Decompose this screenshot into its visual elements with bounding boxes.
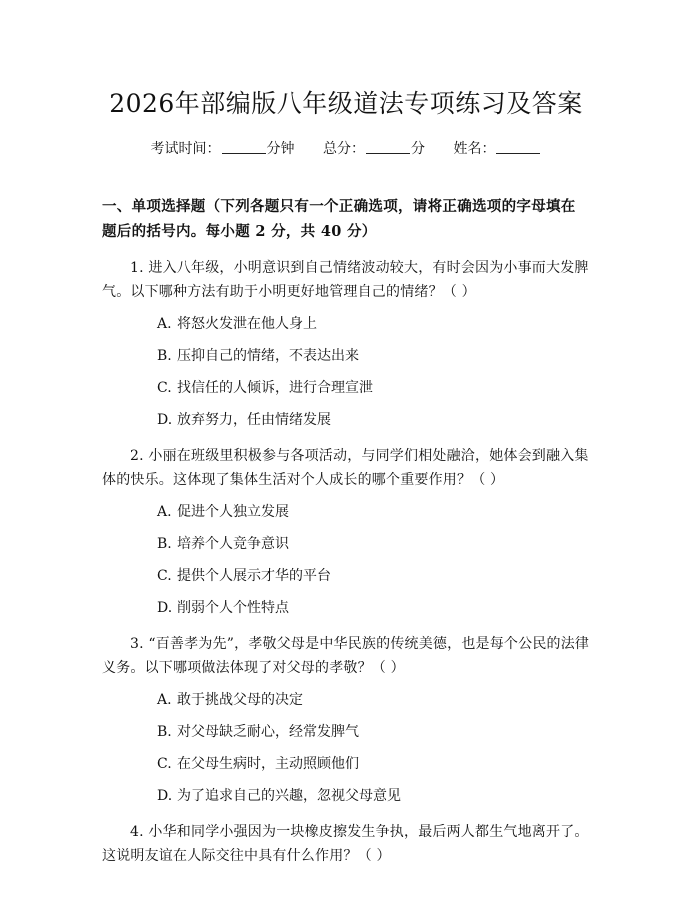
question-2: [102, 444, 590, 620]
option-text: 将怒火发泄在他人身上: [177, 316, 317, 332]
question-3: [102, 632, 590, 808]
option-text: 在父母生病时，主动照顾他们: [177, 756, 359, 772]
option-letter: D.: [157, 788, 173, 804]
option-text: 提供个人展示才华的平台: [177, 568, 331, 584]
option-letter: D.: [157, 600, 173, 616]
option-text: 敢于挑战父母的决定: [177, 692, 303, 708]
option-list: [102, 312, 590, 432]
page-title: 2026年部编版八年级道法专项练习及答案: [109, 89, 583, 118]
score-field: [323, 139, 425, 159]
option-b: [102, 344, 590, 368]
option-list: [102, 688, 590, 808]
option-letter: B.: [157, 724, 172, 740]
question-stem: 1. 进入八年级，小明意识到自己情绪波动较大，有时会因为小事而大发脾气。以下哪种方法有助于小明更好地管理自己的情绪？（ ）: [102, 260, 589, 300]
name-blank: [496, 139, 540, 154]
option-text: 为了追求自己的兴趣，忽视父母意见: [177, 788, 401, 804]
option-d: [102, 408, 590, 432]
option-text: 找信任的人倾诉，进行合理宣泄: [177, 380, 373, 396]
question-stem: 4. 小华和同学小强因为一块橡皮擦发生争执，最后两人都生气地离开了。这说明友谊在人际交往中具有什么作用？（ ）: [102, 824, 589, 864]
option-c: [102, 564, 590, 588]
option-letter: B.: [157, 536, 172, 552]
name-label: 姓名：: [453, 141, 496, 157]
question-4: [102, 820, 590, 868]
option-letter: B.: [157, 348, 172, 364]
option-a: [102, 312, 590, 336]
option-letter: C.: [157, 380, 172, 396]
time-label: 考试时间：: [150, 141, 221, 157]
option-a: [102, 500, 590, 524]
time-unit: 分钟: [266, 141, 295, 157]
option-d: [102, 596, 590, 620]
exam-meta: [102, 139, 590, 159]
question-stem: 3. “百善孝为先”，孝敬父母是中华民族的传统美德，也是每个公民的法律义务。以下哪项做法体现了对父母的孝敬？（ ）: [102, 636, 590, 676]
name-field: [453, 139, 541, 159]
option-list: [102, 500, 590, 620]
question-1: [102, 256, 590, 432]
score-unit: 分: [411, 141, 425, 157]
section-heading: 一、单项选择题（下列各题只有一个正确选项，请将正确选项的字母填在题后的括号内。每小题 2 分，共 40 分）: [102, 198, 576, 240]
question-stem: 2. 小丽在班级里积极参与各项活动，与同学们相处融洽，她体会到融入集体的快乐。这体现了集体生活对个人成长的哪个重要作用？（ ）: [102, 448, 589, 488]
option-d: [102, 784, 590, 808]
option-letter: C.: [157, 756, 172, 772]
option-letter: A.: [157, 504, 172, 520]
option-c: [102, 752, 590, 776]
option-text: 促进个人独立发展: [177, 504, 289, 520]
option-b: [102, 532, 590, 556]
option-letter: A.: [157, 316, 172, 332]
option-text: 削弱个人个性特点: [177, 600, 289, 616]
option-b: [102, 720, 590, 744]
option-letter: C.: [157, 568, 172, 584]
score-label: 总分：: [323, 141, 365, 157]
option-letter: A.: [157, 692, 172, 708]
option-text: 培养个人竞争意识: [177, 536, 289, 552]
option-a: [102, 688, 590, 712]
time-blank: [222, 139, 266, 154]
option-text: 压抑自己的情绪，不表达出来: [177, 348, 359, 364]
option-c: [102, 376, 590, 400]
time-field: [151, 139, 295, 159]
score-blank: [366, 139, 410, 154]
option-text: 放弃努力，任由情绪发展: [177, 412, 331, 428]
option-letter: D.: [157, 412, 173, 428]
option-text: 对父母缺乏耐心，经常发脾气: [177, 724, 359, 740]
